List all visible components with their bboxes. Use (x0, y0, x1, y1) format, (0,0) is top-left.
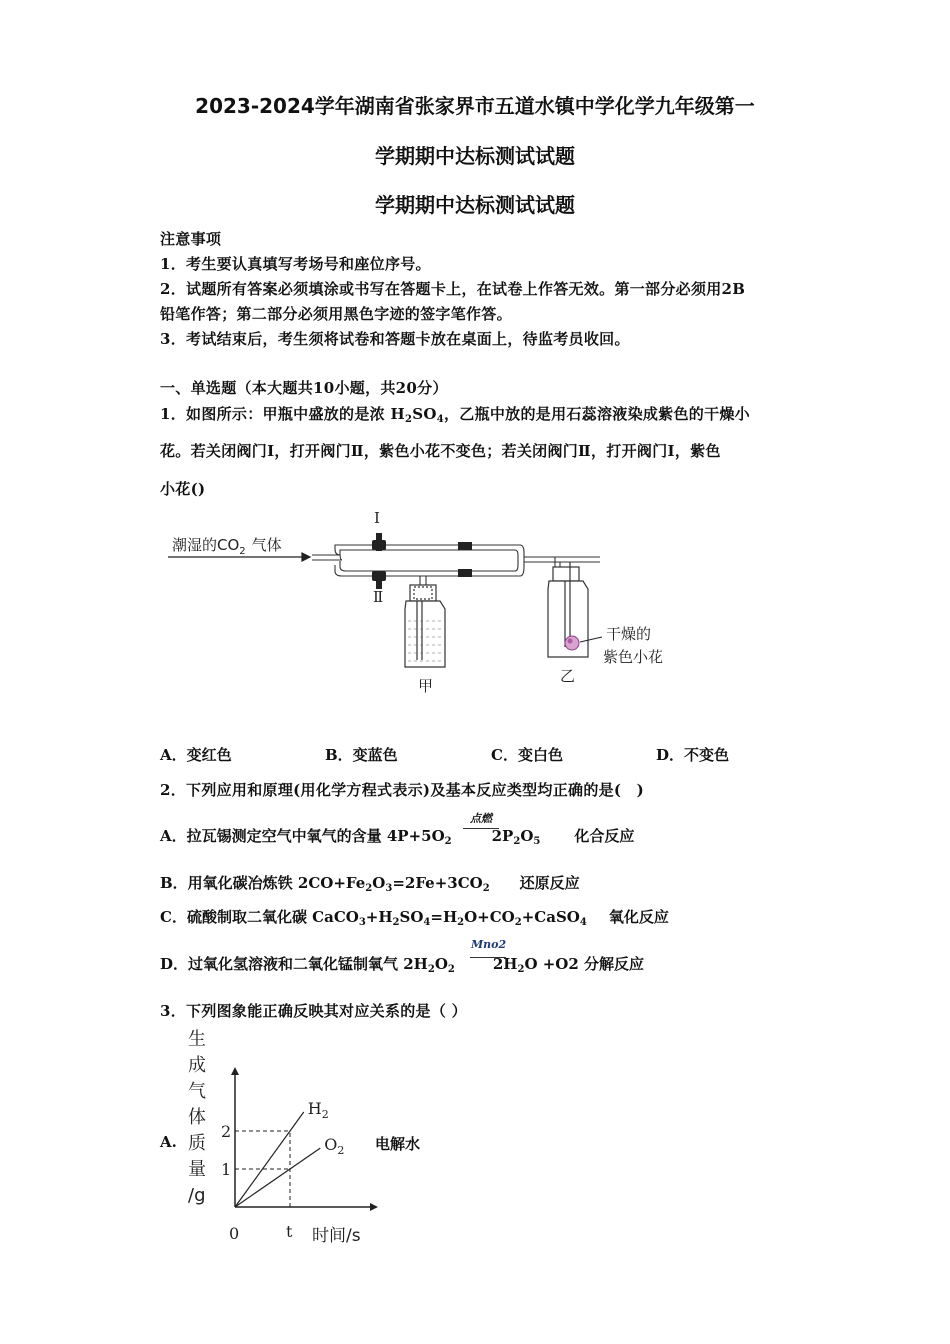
connector-2 (458, 569, 472, 577)
page-title-line1: 2023-2024学年湖南省张家界市五道水镇中学化学九年级第一 (195, 94, 755, 118)
y-axis-label-char: 气 (188, 1081, 206, 1102)
bottle-jia (405, 585, 445, 667)
x-tick-label: t (286, 1222, 293, 1241)
gas-label: 潮湿的$CO_2$ 气体 (172, 536, 282, 557)
notice-item-1: 1．考生要认真填写考场号和座位序号。 (160, 255, 431, 273)
bottle-yi-label: 乙 (560, 667, 576, 685)
q1-line3: 小花() (160, 480, 206, 498)
valve-2-label: Ⅱ (373, 588, 384, 606)
q2-option-b[interactable]: B．用氧化碳冶炼铁 $2CO+Fe_2O_3=2Fe+3CO_2$ 还原反应 (160, 874, 580, 894)
q2-stem: 2．下列应用和原理(用化学方程式表示)及基本反应类型均正确的是( ) (160, 781, 645, 799)
q3-electrolysis-chart (180, 1025, 380, 1250)
valve-2 (372, 571, 386, 589)
y-tick-label: 2 (221, 1122, 232, 1141)
bottle-jia-label: 甲 (418, 677, 434, 695)
y-axis-label-char: 质 (188, 1133, 206, 1154)
q3-option-a-desc: 电解水 (375, 1135, 421, 1153)
y-tick-label: 1 (221, 1160, 232, 1179)
q2-a-condition-line (463, 828, 499, 829)
q1-line1: 1．如图所示：甲瓶中盛放的是浓 $H_2SO_4$，乙瓶中放的是用石蕊溶液染成紫色的干燥小 (160, 405, 750, 425)
purple-flower-icon (565, 636, 579, 650)
q2-option-a[interactable]: A．拉瓦锡测定空气中氧气的含量 $4P+5O_2$ $2P_2O_5$ 化合反应 (160, 827, 635, 847)
valve-1-label: Ⅰ (374, 509, 380, 527)
flower-label-2: 紫色小花 (603, 648, 664, 666)
connector-1 (458, 542, 472, 550)
q1-option-c[interactable]: C．变白色 (491, 746, 563, 764)
notice-item-3: 3．考试结束后，考生须将试卷和答题卡放在桌面上，待监考员收回。 (160, 330, 630, 348)
notice-item-2b: 铅笔作答；第二部分必须用黑色字迹的签字笔作答。 (160, 305, 512, 323)
y-axis-label-char: /g (188, 1185, 206, 1206)
flower-label-1: 干燥的 (606, 625, 652, 643)
section-heading: 一、单选题（本大题共10小题，共20分） (160, 379, 448, 397)
notice-heading: 注意事项 (160, 230, 222, 248)
q2-a-condition: 点燃 (470, 812, 492, 825)
q2-d-condition: Mno2 (471, 938, 507, 951)
series-label: $O_2$ (324, 1135, 345, 1158)
q3-option-a-label[interactable]: A. (160, 1133, 177, 1151)
q1-option-b[interactable]: B．变蓝色 (325, 746, 398, 764)
y-axis-arrow (231, 1067, 239, 1075)
series-label: $H_2$ (307, 1099, 329, 1121)
q1-line2: 花。若关闭阀门Ⅰ，打开阀门Ⅱ，紫色小花不变色；若关闭阀门Ⅱ，打开阀门Ⅰ，紫色 (160, 442, 721, 460)
page-title-line2: 学期期中达标测试试题 (375, 144, 575, 168)
q3-stem: 3．下列图象能正确反映其对应关系的是（ ） (160, 1002, 467, 1020)
x-axis-arrow (370, 1203, 378, 1211)
page-title-line3: 学期期中达标测试试题 (375, 193, 575, 217)
q2-option-d[interactable]: D．过氧化氢溶液和二氧化锰制氧气 $2H_2O_2$ $2H_2O +O2$ 分解反应 (160, 955, 645, 975)
q1-apparatus-figure (160, 505, 700, 700)
series-line (235, 1148, 320, 1207)
y-axis-label-char: 量 (188, 1159, 206, 1180)
x-axis-label: 时间/s (312, 1226, 361, 1246)
q2-option-c[interactable]: C．硫酸制取二氧化碳 $CaCO_3+H_2SO_4=H_2O+CO_2+CaSO_4$ 氧化反应 (160, 908, 669, 928)
y-axis-label-char: 成 (188, 1055, 206, 1076)
series-line (235, 1112, 304, 1207)
q1-option-d[interactable]: D．不变色 (656, 746, 730, 764)
origin-label: 0 (229, 1224, 240, 1243)
q1-option-a[interactable]: A．变红色 (160, 746, 232, 764)
q2-d-condition-line (470, 957, 506, 958)
notice-item-2a: 2．试题所有答案必须填涂或书写在答题卡上，在试卷上作答无效。第一部分必须用2B (160, 280, 746, 298)
y-axis-label-char: 体 (188, 1107, 206, 1128)
y-axis-label-char: 生 (188, 1029, 206, 1050)
valve-1 (372, 533, 386, 551)
